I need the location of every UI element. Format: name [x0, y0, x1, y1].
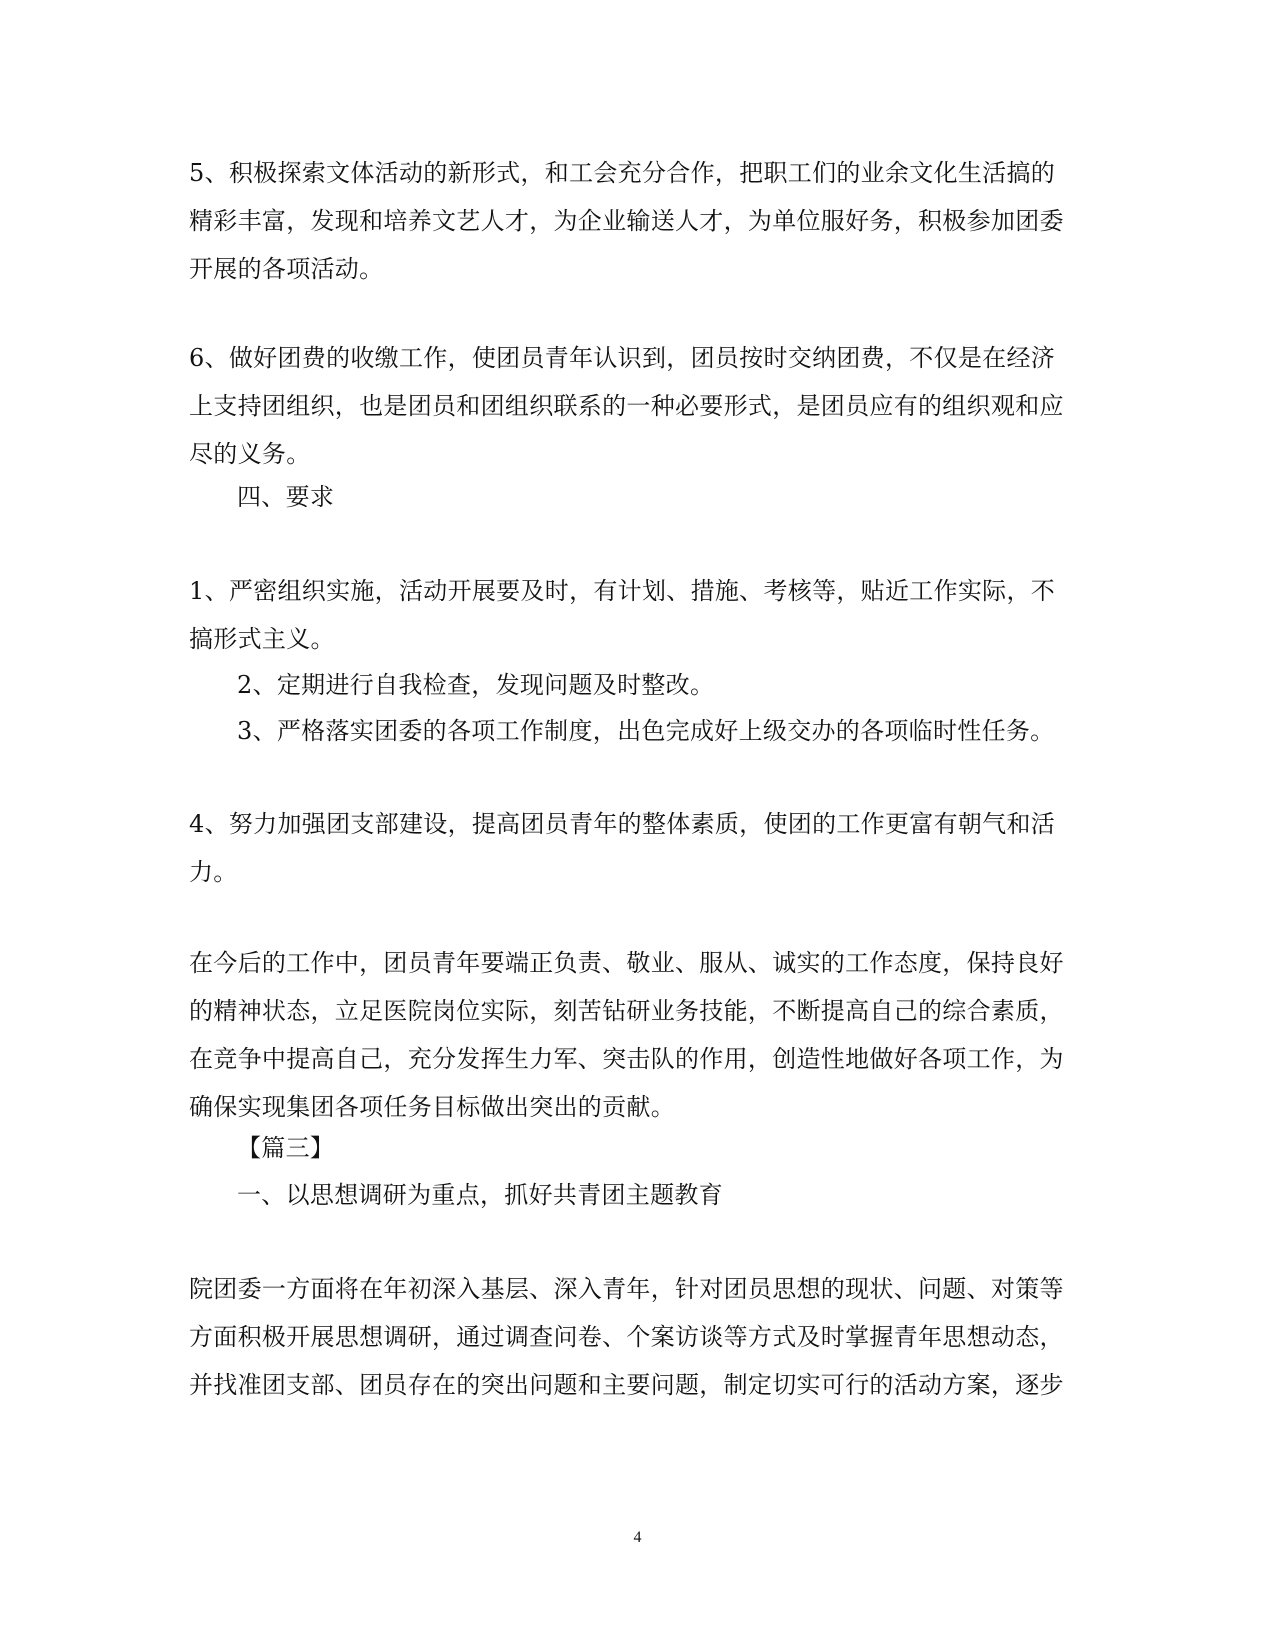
- requirement-item-2: [237, 661, 1137, 709]
- text-line: 4、努力加强团支部建设，提高团员青年的整体素质，使团的工作更富有朝气和活: [189, 810, 1056, 838]
- requirement-item-3: [237, 707, 1137, 755]
- text-line: 的精神状态，立足医院岗位实际，刻苦钻研业务技能，不断提高自己的综合素质，: [189, 997, 1064, 1025]
- text-line: 1、严密组织实施，活动开展要及时，有计划、措施、考核等，贴近工作实际，不: [189, 577, 1056, 605]
- text-line: 尽的义务。: [189, 440, 311, 468]
- text-line: 6、做好团费的收缴工作，使团员青年认识到，团员按时交纳团费，不仅是在经济: [189, 344, 1056, 372]
- text-line: 5、积极探索文体活动的新形式，和工会充分合作，把职工们的业余文化生活搞的: [189, 159, 1056, 187]
- section-three-title: [237, 1124, 1137, 1172]
- text-line: 方面积极开展思想调研，通过调查问卷、个案访谈等方式及时掌握青年思想动态，: [189, 1323, 1064, 1351]
- text-line: 在竞争中提高自己，充分发挥生力军、突击队的作用，创造性地做好各项工作，为: [189, 1045, 1064, 1073]
- text-line: 上支持团组织，也是团员和团组织联系的一种必要形式，是团员应有的组织观和应: [189, 392, 1064, 420]
- research-paragraph: [189, 1265, 1089, 1409]
- text-line: 确保实现集团各项任务目标做出突出的贡献。: [189, 1093, 675, 1121]
- text-line: 【篇三】: [237, 1134, 335, 1162]
- requirement-item-4: [189, 800, 1089, 896]
- page-number: 4: [633, 1529, 642, 1546]
- text-line: 2、定期进行自我检查，发现问题及时整改。: [237, 671, 715, 699]
- text-line: 院团委一方面将在年初深入基层、深入青年，针对团员思想的现状、问题、对策等: [189, 1275, 1064, 1303]
- text-line: 并找准团支部、团员存在的突出问题和主要问题，制定切实可行的活动方案，逐步: [189, 1371, 1064, 1399]
- text-line: 在今后的工作中，团员青年要端正负责、敬业、服从、诚实的工作态度，保持良好: [189, 949, 1064, 977]
- text-line: 3、严格落实团委的各项工作制度，出色完成好上级交办的各项临时性任务。: [237, 717, 1055, 745]
- requirement-item-1: [189, 567, 1089, 663]
- text-line: 一、以思想调研为重点，抓好共青团主题教育: [237, 1181, 723, 1209]
- paragraph-item-6: [189, 334, 1089, 478]
- section-three-heading: [237, 1171, 1137, 1219]
- text-line: 四、要求: [237, 483, 335, 511]
- text-line: 开展的各项活动。: [189, 255, 384, 283]
- text-line: 精彩丰富，发现和培养文艺人才，为企业输送人才，为单位服好务，积极参加团委: [189, 207, 1064, 235]
- paragraph-item-5: [189, 149, 1089, 293]
- text-line: 力。: [189, 858, 238, 886]
- closing-paragraph: [189, 939, 1089, 1131]
- heading-requirements: [237, 473, 1137, 521]
- text-line: 搞形式主义。: [189, 625, 335, 653]
